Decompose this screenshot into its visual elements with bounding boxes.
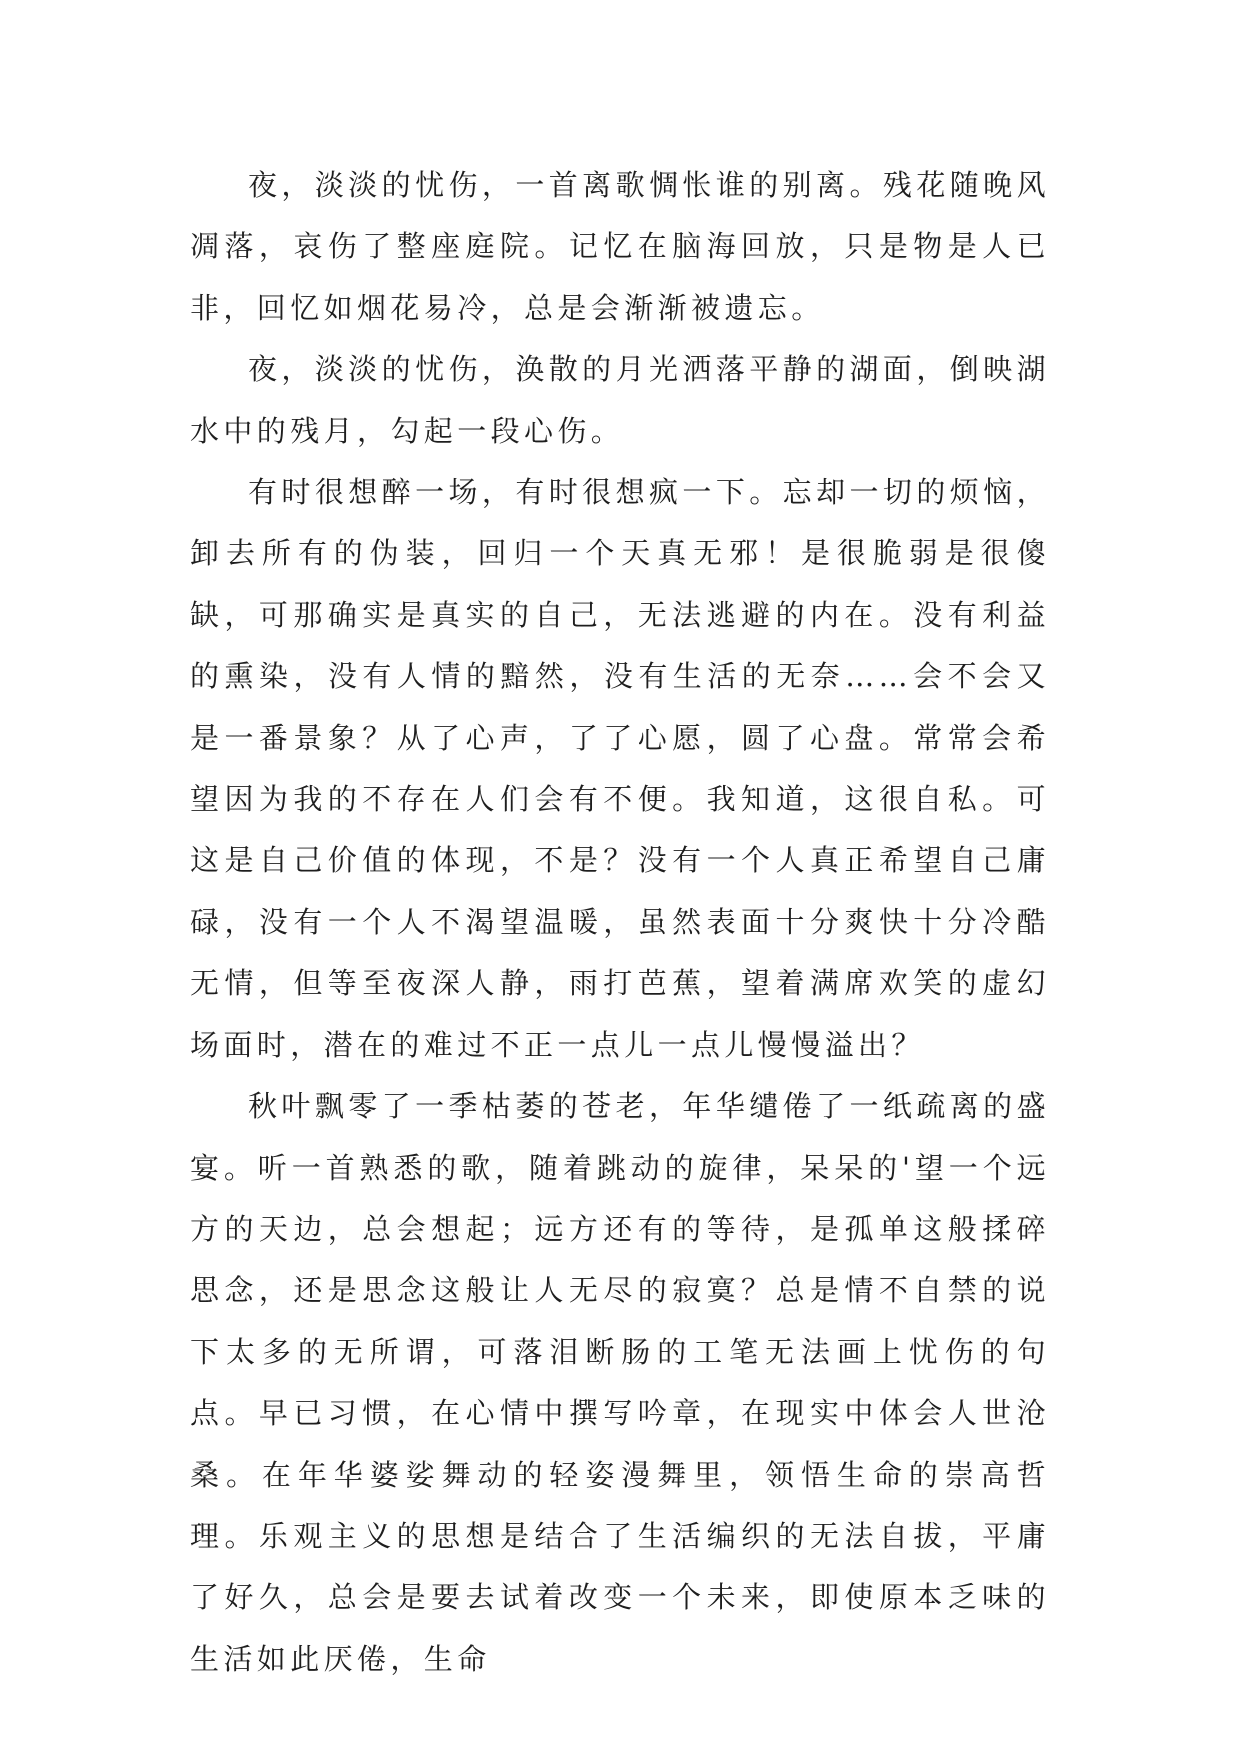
paragraph: 夜，淡淡的忧伤，涣散的月光洒落平静的湖面，倒映湖水中的残月，勾起一段心伤。 — [190, 352, 1050, 448]
document-body — [190, 155, 1050, 1690]
paragraph: 秋叶飘零了一季枯萎的苍老，年华缱倦了一纸疏离的盛宴。听一首熟悉的歌，随着跳动的旋律，呆呆的'望一个远方的天边，总会想起；远方还有的等待，是孤单这般揉碎思念，还是思念这般让人无尽的寂寞？总是情不自禁的说下太多的无所谓，可落泪断肠的工笔无法画上忧伤的句点。早已习惯，在心情中撰写吟章，在现实中体会人世沧桑。在年华婆娑舞动的轻姿漫舞里，领悟生命的崇高哲理。乐观主义的思想是结合了生活编织的无法自拔，平庸了好久，总会是要去试着改变一个未来，即使原本乏味的生活如此厌倦，生命 — [190, 1089, 1050, 1676]
paragraph: 夜，淡淡的忧伤，一首离歌惆怅谁的别离。残花随晚风凋落，哀伤了整座庭院。记忆在脑海回放，只是物是人已非，回忆如烟花易冷，总是会渐渐被遗忘。 — [190, 168, 1050, 325]
paragraph: 有时很想醉一场，有时很想疯一下。忘却一切的烦恼，卸去所有的伪装，回归一个天真无邪！是很脆弱是很傻缺，可那确实是真实的自己，无法逃避的内在。没有利益的熏染，没有人情的黯然，没有生活的无奈……会不会又是一番景象？从了心声，了了心愿，圆了心盘。常常会希望因为我的不存在人们会有不便。我知道，这很自私。可这是自己价值的体现，不是？没有一个人真正希望自己庸碌，没有一个人不渴望温暖，虽然表面十分爽快十分冷酷无情，但等至夜深人静，雨打芭蕉，望着满席欢笑的虚幻场面时，潜在的难过不正一点儿一点儿慢慢溢出？ — [190, 475, 1050, 1062]
